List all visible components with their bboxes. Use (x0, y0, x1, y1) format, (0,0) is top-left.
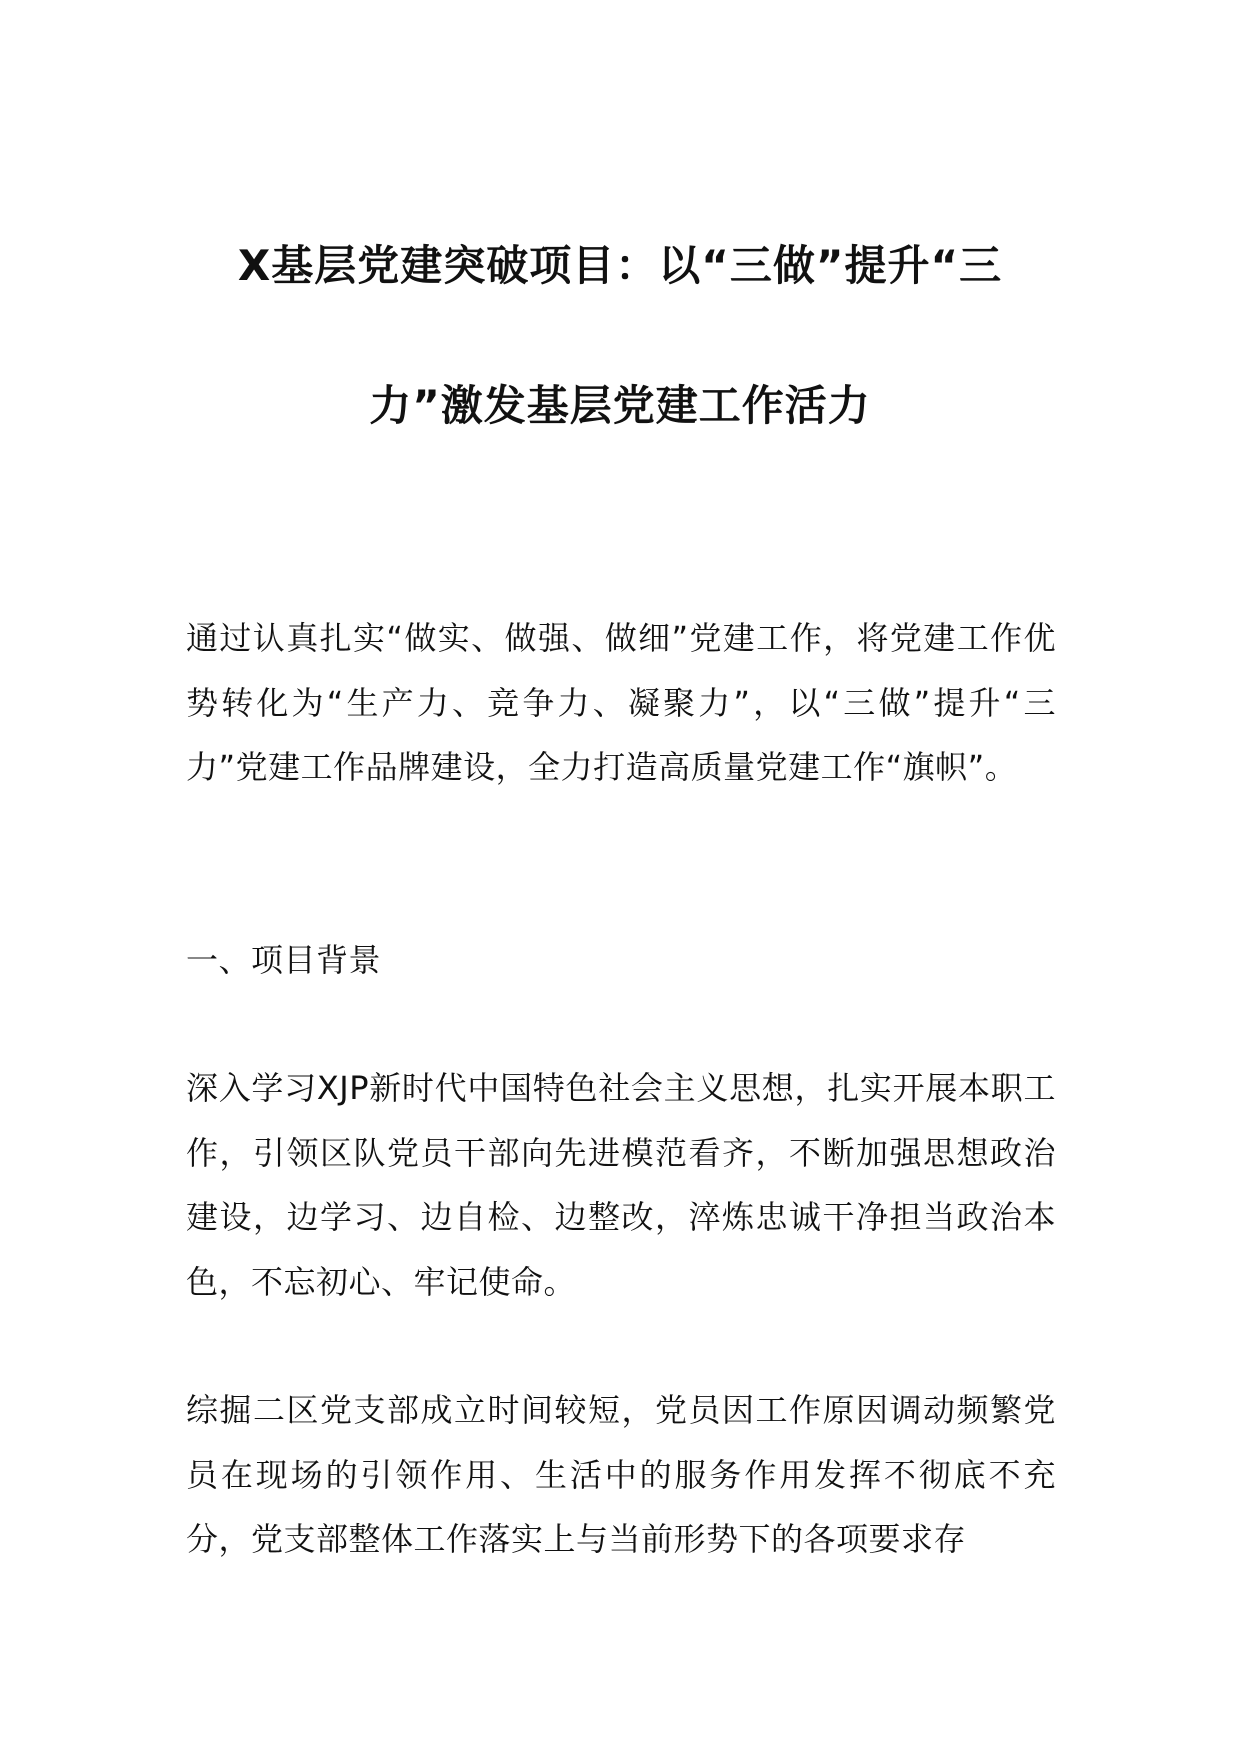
background-paragraph-1: 深入学习XJP新时代中国特色社会主义思想，扎实开展本职工作，引领区队党员干部向先进模范看齐，不断加强思想政治建设，边学习、边自检、边整改，淬炼忠诚干净担当政治本色，不忘初心、牢记使命。 (186, 1069, 1056, 1301)
intro-paragraph: 通过认真扎实“做实、做强、做细”党建工作，将党建工作优势转化为“生产力、竞争力、凝聚力”，以“三做”提升“三力”党建工作品牌建设，全力打造高质量党建工作“旗帜”。 (186, 619, 1056, 786)
document-title: X基层党建突破项目：以“三做”提升“三力”激发基层党建工作活力 (237, 241, 1003, 430)
background-paragraph-2: 综掘二区党支部成立时间较短，党员因工作原因调动频繁党员在现场的引领作用、生活中的服务作用发挥不彻底不充分，党支部整体工作落实上与当前形势下的各项要求存 (186, 1391, 1056, 1558)
section-heading-background: 一、项目背景 (186, 941, 382, 979)
